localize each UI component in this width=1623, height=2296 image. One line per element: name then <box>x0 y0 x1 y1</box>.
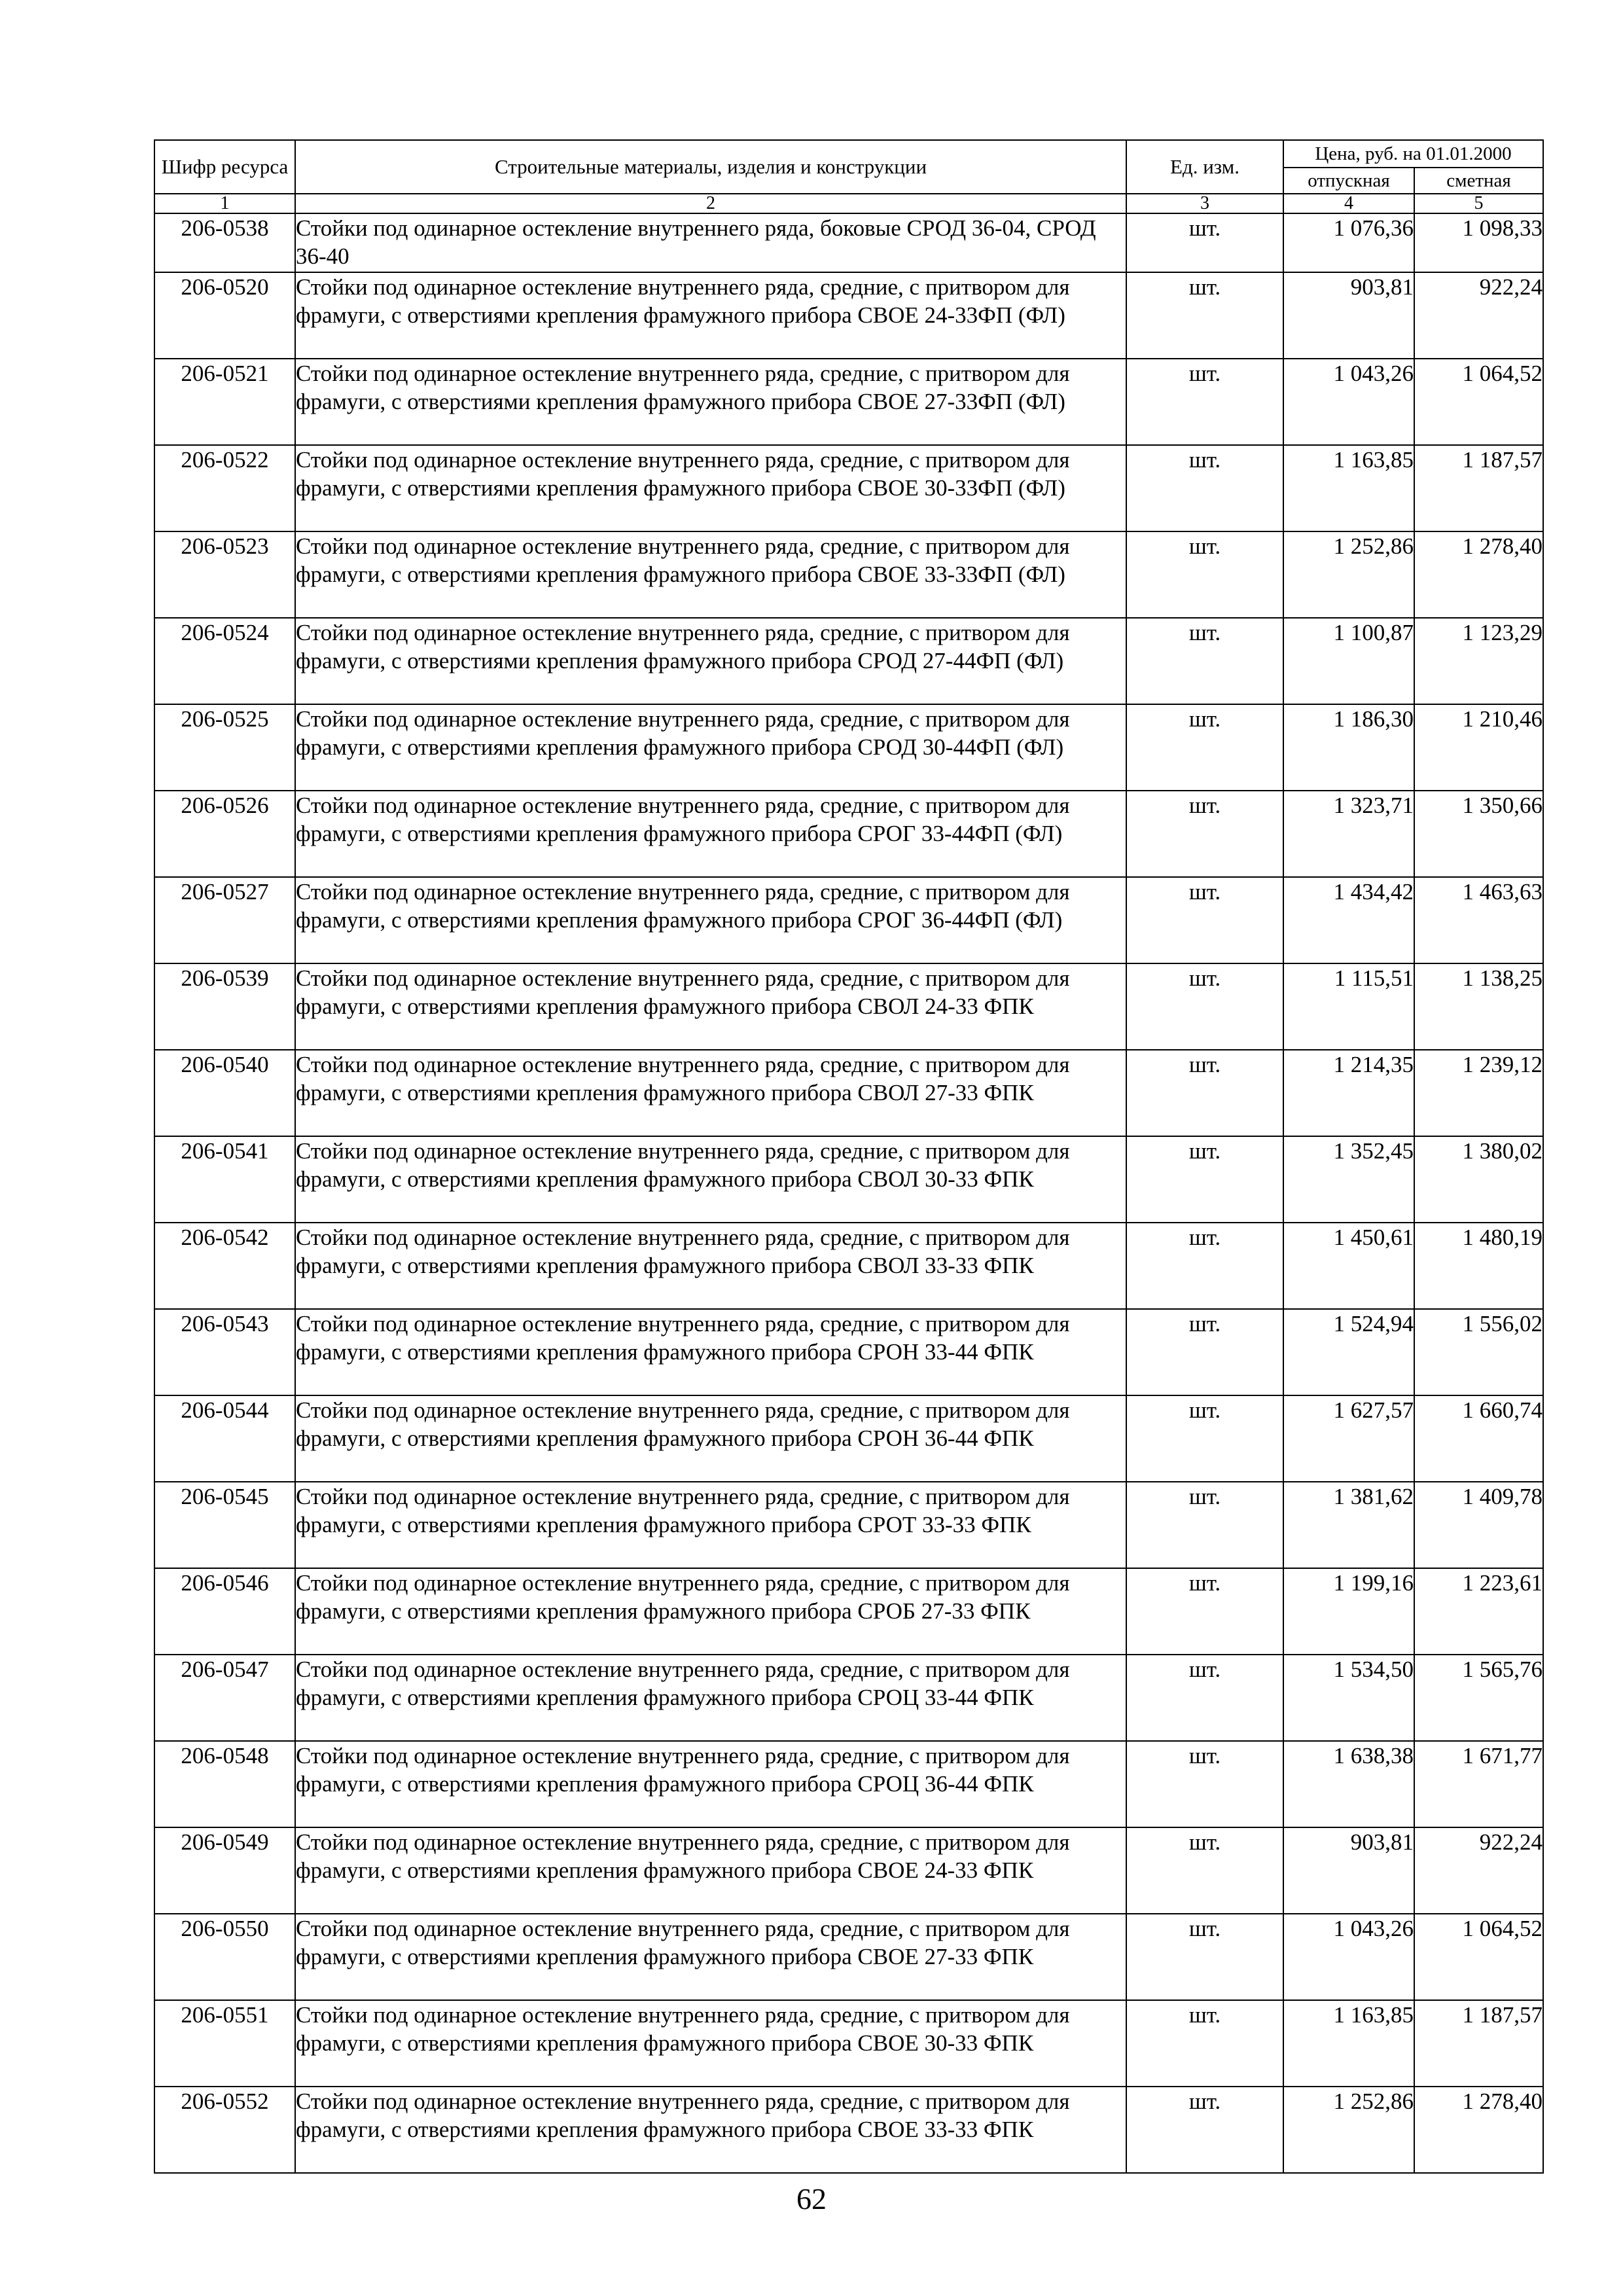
resource-code: 206-0546 <box>154 1568 295 1655</box>
table-row <box>154 1223 1543 1309</box>
release-price: 1 163,85 <box>1283 445 1414 531</box>
unit-of-measure: шт. <box>1126 1050 1283 1136</box>
estimate-price: 1 463,63 <box>1414 877 1543 963</box>
table-row <box>154 1136 1543 1223</box>
unit-of-measure: шт. <box>1126 213 1283 272</box>
estimate-price: 1 239,12 <box>1414 1050 1543 1136</box>
price-table <box>154 139 1544 2174</box>
resource-code: 206-0521 <box>154 359 295 445</box>
resource-code: 206-0551 <box>154 2000 295 2087</box>
table-row <box>154 1050 1543 1136</box>
unit-of-measure: шт. <box>1126 1395 1283 1482</box>
release-price: 1 638,38 <box>1283 1741 1414 1827</box>
table-row <box>154 1741 1543 1827</box>
table-row <box>154 618 1543 704</box>
unit-of-measure: шт. <box>1126 704 1283 791</box>
release-price: 1 100,87 <box>1283 618 1414 704</box>
resource-code: 206-0545 <box>154 1482 295 1568</box>
release-price: 903,81 <box>1283 272 1414 359</box>
unit-of-measure: шт. <box>1126 1655 1283 1741</box>
column-number: 4 <box>1283 194 1414 213</box>
unit-of-measure: шт. <box>1126 791 1283 877</box>
release-price: 1 043,26 <box>1283 1914 1414 2000</box>
material-name: Стойки под одинарное остекление внутреннего ряда, средние, с притвором для фрамуги, с отверстиями крепления фрамужного прибора СРОН 33-44 ФПК <box>295 1309 1126 1395</box>
header-name: Строительные материалы, изделия и конструкции <box>295 140 1126 194</box>
table-row <box>154 704 1543 791</box>
header-price: Цена, руб. на 01.01.2000 <box>1283 140 1543 168</box>
release-price: 1 252,86 <box>1283 2087 1414 2173</box>
page-number: 62 <box>796 2182 827 2215</box>
table-row <box>154 1914 1543 2000</box>
material-name: Стойки под одинарное остекление внутреннего ряда, средние, с притвором для фрамуги, с отверстиями крепления фрамужного прибора СРОН 36-44 ФПК <box>295 1395 1126 1482</box>
material-name: Стойки под одинарное остекление внутреннего ряда, средние, с притвором для фрамуги, с отверстиями крепления фрамужного прибора СВОЕ 24-33ФП (ФЛ) <box>295 272 1126 359</box>
release-price: 1 115,51 <box>1283 963 1414 1050</box>
estimate-price: 1 064,52 <box>1414 1914 1543 2000</box>
unit-of-measure: шт. <box>1126 359 1283 445</box>
release-price: 903,81 <box>1283 1827 1414 1914</box>
resource-code: 206-0539 <box>154 963 295 1050</box>
unit-of-measure: шт. <box>1126 1914 1283 2000</box>
release-price: 1 252,86 <box>1283 531 1414 618</box>
estimate-price: 1 565,76 <box>1414 1655 1543 1741</box>
resource-code: 206-0541 <box>154 1136 295 1223</box>
release-price: 1 524,94 <box>1283 1309 1414 1395</box>
table-row <box>154 877 1543 963</box>
estimate-price: 1 278,40 <box>1414 2087 1543 2173</box>
table-row <box>154 2087 1543 2173</box>
estimate-price: 1 064,52 <box>1414 359 1543 445</box>
column-number: 2 <box>295 194 1126 213</box>
header-unit: Ед. изм. <box>1126 140 1283 194</box>
material-name: Стойки под одинарное остекление внутреннего ряда, средние, с притвором для фрамуги, с отверстиями крепления фрамужного прибора СВОЛ 30-33 ФПК <box>295 1136 1126 1223</box>
estimate-price: 922,24 <box>1414 272 1543 359</box>
resource-code: 206-0523 <box>154 531 295 618</box>
release-price: 1 381,62 <box>1283 1482 1414 1568</box>
estimate-price: 1 671,77 <box>1414 1741 1543 1827</box>
table-row <box>154 445 1543 531</box>
unit-of-measure: шт. <box>1126 1827 1283 1914</box>
unit-of-measure: шт. <box>1126 963 1283 1050</box>
unit-of-measure: шт. <box>1126 272 1283 359</box>
table-row <box>154 1395 1543 1482</box>
unit-of-measure: шт. <box>1126 1482 1283 1568</box>
table-row <box>154 2000 1543 2087</box>
table-row <box>154 1482 1543 1568</box>
table-row <box>154 1827 1543 1914</box>
table-row <box>154 359 1543 445</box>
release-price: 1 434,42 <box>1283 877 1414 963</box>
unit-of-measure: шт. <box>1126 2087 1283 2173</box>
material-name: Стойки под одинарное остекление внутреннего ряда, средние, с притвором для фрамуги, с отверстиями крепления фрамужного прибора СВОЕ 27-33ФП (ФЛ) <box>295 359 1126 445</box>
resource-code: 206-0552 <box>154 2087 295 2173</box>
unit-of-measure: шт. <box>1126 1568 1283 1655</box>
material-name: Стойки под одинарное остекление внутреннего ряда, средние, с притвором для фрамуги, с отверстиями крепления фрамужного прибора СВОЕ 24-33 ФПК <box>295 1827 1126 1914</box>
material-name: Стойки под одинарное остекление внутреннего ряда, средние, с притвором для фрамуги, с отверстиями крепления фрамужного прибора СВОЕ 30-33ФП (ФЛ) <box>295 445 1126 531</box>
table-row <box>154 531 1543 618</box>
release-price: 1 076,36 <box>1283 213 1414 272</box>
estimate-price: 1 223,61 <box>1414 1568 1543 1655</box>
resource-code: 206-0540 <box>154 1050 295 1136</box>
release-price: 1 163,85 <box>1283 2000 1414 2087</box>
material-name: Стойки под одинарное остекление внутреннего ряда, средние, с притвором для фрамуги, с отверстиями крепления фрамужного прибора СРОЦ 36-44 ФПК <box>295 1741 1126 1827</box>
resource-code: 206-0520 <box>154 272 295 359</box>
header-code: Шифр ресурса <box>154 140 295 194</box>
table-row <box>154 1655 1543 1741</box>
estimate-price: 1 380,02 <box>1414 1136 1543 1223</box>
material-name: Стойки под одинарное остекление внутреннего ряда, средние, с притвором для фрамуги, с отверстиями крепления фрамужного прибора СВОЕ 30-33 ФПК <box>295 2000 1126 2087</box>
material-name: Стойки под одинарное остекление внутреннего ряда, боковые СРОД 36-04, СРОД 36-40 <box>295 213 1126 272</box>
material-name: Стойки под одинарное остекление внутреннего ряда, средние, с притвором для фрамуги, с отверстиями крепления фрамужного прибора СРОБ 27-33 ФПК <box>295 1568 1126 1655</box>
unit-of-measure: шт. <box>1126 1741 1283 1827</box>
unit-of-measure: шт. <box>1126 877 1283 963</box>
table-row <box>154 213 1543 272</box>
resource-code: 206-0525 <box>154 704 295 791</box>
release-price: 1 534,50 <box>1283 1655 1414 1741</box>
resource-code: 206-0524 <box>154 618 295 704</box>
unit-of-measure: шт. <box>1126 1309 1283 1395</box>
estimate-price: 1 187,57 <box>1414 2000 1543 2087</box>
material-name: Стойки под одинарное остекление внутреннего ряда, средние, с притвором для фрамуги, с отверстиями крепления фрамужного прибора СВОЛ 24-33 ФПК <box>295 963 1126 1050</box>
material-name: Стойки под одинарное остекление внутреннего ряда, средние, с притвором для фрамуги, с отверстиями крепления фрамужного прибора СРОТ 33-33 ФПК <box>295 1482 1126 1568</box>
unit-of-measure: шт. <box>1126 2000 1283 2087</box>
header-price-release: отпускная <box>1283 168 1414 194</box>
resource-code: 206-0542 <box>154 1223 295 1309</box>
unit-of-measure: шт. <box>1126 531 1283 618</box>
material-name: Стойки под одинарное остекление внутреннего ряда, средние, с притвором для фрамуги, с отверстиями крепления фрамужного прибора СРОГ 36-44ФП (ФЛ) <box>295 877 1126 963</box>
estimate-price: 1 098,33 <box>1414 213 1543 272</box>
resource-code: 206-0549 <box>154 1827 295 1914</box>
estimate-price: 922,24 <box>1414 1827 1543 1914</box>
table-row <box>154 963 1543 1050</box>
column-number: 1 <box>154 194 295 213</box>
resource-code: 206-0526 <box>154 791 295 877</box>
estimate-price: 1 660,74 <box>1414 1395 1543 1482</box>
table-row <box>154 1309 1543 1395</box>
resource-code: 206-0538 <box>154 213 295 272</box>
material-name: Стойки под одинарное остекление внутреннего ряда, средние, с притвором для фрамуги, с отверстиями крепления фрамужного прибора СРОД 30-44ФП (ФЛ) <box>295 704 1126 791</box>
material-name: Стойки под одинарное остекление внутреннего ряда, средние, с притвором для фрамуги, с отверстиями крепления фрамужного прибора СВОЛ 33-33 ФПК <box>295 1223 1126 1309</box>
release-price: 1 199,16 <box>1283 1568 1414 1655</box>
release-price: 1 323,71 <box>1283 791 1414 877</box>
estimate-price: 1 278,40 <box>1414 531 1543 618</box>
resource-code: 206-0550 <box>154 1914 295 2000</box>
unit-of-measure: шт. <box>1126 618 1283 704</box>
estimate-price: 1 187,57 <box>1414 445 1543 531</box>
material-name: Стойки под одинарное остекление внутреннего ряда, средние, с притвором для фрамуги, с отверстиями крепления фрамужного прибора СВОЕ 33-33ФП (ФЛ) <box>295 531 1126 618</box>
estimate-price: 1 210,46 <box>1414 704 1543 791</box>
release-price: 1 186,30 <box>1283 704 1414 791</box>
header-price-estimate: сметная <box>1414 168 1543 194</box>
estimate-price: 1 123,29 <box>1414 618 1543 704</box>
unit-of-measure: шт. <box>1126 1223 1283 1309</box>
release-price: 1 214,35 <box>1283 1050 1414 1136</box>
estimate-price: 1 350,66 <box>1414 791 1543 877</box>
estimate-price: 1 138,25 <box>1414 963 1543 1050</box>
material-name: Стойки под одинарное остекление внутреннего ряда, средние, с притвором для фрамуги, с отверстиями крепления фрамужного прибора СВОЛ 27-33 ФПК <box>295 1050 1126 1136</box>
column-number: 5 <box>1414 194 1543 213</box>
material-name: Стойки под одинарное остекление внутреннего ряда, средние, с притвором для фрамуги, с отверстиями крепления фрамужного прибора СРОЦ 33-44 ФПК <box>295 1655 1126 1741</box>
unit-of-measure: шт. <box>1126 445 1283 531</box>
column-number: 3 <box>1126 194 1283 213</box>
resource-code: 206-0548 <box>154 1741 295 1827</box>
table-row <box>154 1568 1543 1655</box>
estimate-price: 1 480,19 <box>1414 1223 1543 1309</box>
resource-code: 206-0547 <box>154 1655 295 1741</box>
release-price: 1 043,26 <box>1283 359 1414 445</box>
table-body <box>154 213 1543 2173</box>
unit-of-measure: шт. <box>1126 1136 1283 1223</box>
release-price: 1 450,61 <box>1283 1223 1414 1309</box>
resource-code: 206-0527 <box>154 877 295 963</box>
table-row <box>154 272 1543 359</box>
estimate-price: 1 409,78 <box>1414 1482 1543 1568</box>
estimate-price: 1 556,02 <box>1414 1309 1543 1395</box>
table-row <box>154 791 1543 877</box>
resource-code: 206-0522 <box>154 445 295 531</box>
release-price: 1 352,45 <box>1283 1136 1414 1223</box>
resource-code: 206-0544 <box>154 1395 295 1482</box>
material-name: Стойки под одинарное остекление внутреннего ряда, средние, с притвором для фрамуги, с отверстиями крепления фрамужного прибора СВОЕ 33-33 ФПК <box>295 2087 1126 2173</box>
release-price: 1 627,57 <box>1283 1395 1414 1482</box>
material-name: Стойки под одинарное остекление внутреннего ряда, средние, с притвором для фрамуги, с отверстиями крепления фрамужного прибора СВОЕ 27-33 ФПК <box>295 1914 1126 2000</box>
material-name: Стойки под одинарное остекление внутреннего ряда, средние, с притвором для фрамуги, с отверстиями крепления фрамужного прибора СРОГ 33-44ФП (ФЛ) <box>295 791 1126 877</box>
resource-code: 206-0543 <box>154 1309 295 1395</box>
material-name: Стойки под одинарное остекление внутреннего ряда, средние, с притвором для фрамуги, с отверстиями крепления фрамужного прибора СРОД 27-44ФП (ФЛ) <box>295 618 1126 704</box>
